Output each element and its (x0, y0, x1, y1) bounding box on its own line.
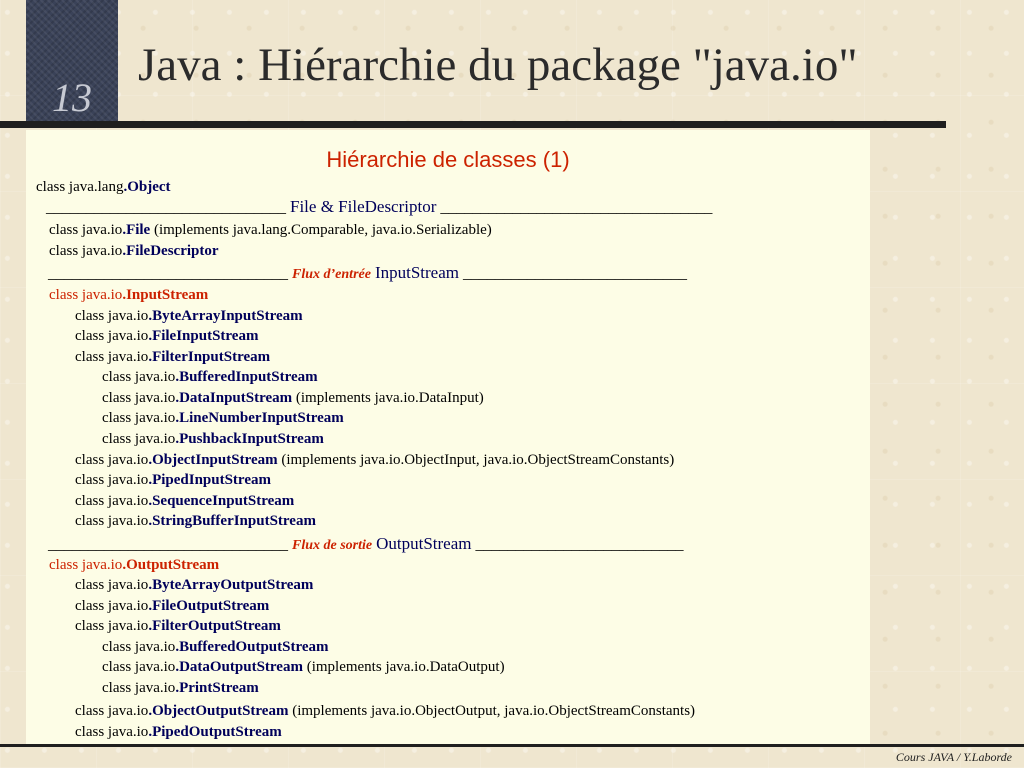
class-name: .BufferedOutputStream (175, 639, 329, 655)
footer-divider (0, 744, 1024, 747)
separator-label: File & FileDescriptor (290, 197, 437, 216)
class-objectinputstream-line: class java.io.ObjectInputStream (implements java.io.ObjectInput, java.io.ObjectStreamConstants) (75, 452, 675, 468)
class-stringbufferinputstream-line: class java.io.StringBufferInputStream (75, 513, 316, 529)
class-name: .LineNumberInputStream (175, 410, 344, 426)
class-dataoutputstream-line: class java.io.DataOutputStream (implements java.io.DataOutput) (102, 659, 505, 675)
class-inputstream-line: class java.io.InputStream (49, 287, 209, 303)
class-filedescriptor-line: class java.io.FileDescriptor (49, 243, 219, 259)
class-outputstream-line: class java.io.OutputStream (49, 557, 220, 573)
footer-credit: Cours JAVA / Y.Laborde (895, 750, 1012, 764)
separator-label: InputStream (374, 263, 459, 282)
class-bytearrayinputstream-line: class java.io.ByteArrayInputStream (75, 308, 303, 324)
class-name: .File (122, 222, 151, 238)
class-name: .FilterOutputStream (148, 618, 281, 634)
class-name: .StringBufferInputStream (148, 513, 316, 529)
class-linenumberinputstream-line: class java.io.LineNumberInputStream (102, 410, 344, 426)
class-object-line: class java.lang.Object (36, 179, 171, 195)
section-subtitle: Hiérarchie de classes (1) (326, 147, 570, 172)
class-name: .DataOutputStream (175, 659, 303, 675)
class-fileoutputstream-line: class java.io.FileOutputStream (75, 598, 270, 614)
class-name: .ObjectOutputStream (148, 703, 289, 719)
class-name: .PipedOutputStream (148, 724, 282, 740)
class-pipedoutputstream-line: class java.io.PipedOutputStream (75, 724, 282, 740)
separator-output: ______________________________ Flux de sortie OutputStream __________________________ (48, 534, 684, 553)
class-name: .FileDescriptor (122, 243, 219, 259)
class-name: .ObjectInputStream (148, 452, 278, 468)
class-pipedinputstream-line: class java.io.PipedInputStream (75, 472, 271, 488)
content-panel (26, 130, 870, 746)
class-bufferedoutputstream-line: class java.io.BufferedOutputStream (102, 639, 329, 655)
class-name: .DataInputStream (175, 390, 293, 406)
class-file-line: class java.io.File (implements java.lang.Comparable, java.io.Serializable) (49, 222, 492, 238)
class-name: .PushbackInputStream (175, 431, 324, 447)
class-name: .BufferedInputStream (175, 369, 318, 385)
class-filterinputstream-line: class java.io.FilterInputStream (75, 349, 271, 365)
class-bytearrayoutputstream-line: class java.io.ByteArrayOutputStream (75, 577, 314, 593)
class-name: .ByteArrayOutputStream (148, 577, 314, 593)
separator-tag: Flux de sortie (292, 538, 373, 553)
class-name: .InputStream (122, 287, 209, 303)
class-pushbackinputstream-line: class java.io.PushbackInputStream (102, 431, 324, 447)
title-divider (0, 121, 946, 128)
class-name: .FileInputStream (148, 328, 259, 344)
class-name: .PipedInputStream (148, 472, 271, 488)
class-sequenceinputstream-line: class java.io.SequenceInputStream (75, 493, 295, 509)
class-filteroutputstream-line: class java.io.FilterOutputStream (75, 618, 281, 634)
page-title: Java : Hiérarchie du package "java.io" (138, 39, 858, 91)
class-objectoutputstream-line: class java.io.ObjectOutputStream (implements java.io.ObjectOutput, java.io.ObjectStreamConstants) (75, 703, 696, 719)
separator-file: ______________________________ File & FileDescriptor __________________________________ (46, 197, 713, 216)
class-printstream-line: class java.io.PrintStream (102, 680, 259, 696)
class-name: .OutputStream (122, 557, 220, 573)
class-name: .Object (123, 179, 171, 195)
class-bufferedinputstream-line: class java.io.BufferedInputStream (102, 369, 318, 385)
class-name: .FileOutputStream (148, 598, 270, 614)
separator-label: OutputStream (376, 534, 472, 553)
class-name: .SequenceInputStream (148, 493, 295, 509)
class-fileinputstream-line: class java.io.FileInputStream (75, 328, 259, 344)
slide-number: 13 (52, 75, 92, 120)
class-datainputstream-line: class java.io.DataInputStream (implements java.io.DataInput) (102, 390, 484, 406)
class-name: .PrintStream (175, 680, 259, 696)
separator-input: ______________________________ Flux d’entrée InputStream ____________________________ (48, 263, 687, 282)
class-name: .FilterInputStream (148, 349, 271, 365)
class-name: .ByteArrayInputStream (148, 308, 303, 324)
separator-tag: Flux d’entrée (292, 267, 371, 282)
